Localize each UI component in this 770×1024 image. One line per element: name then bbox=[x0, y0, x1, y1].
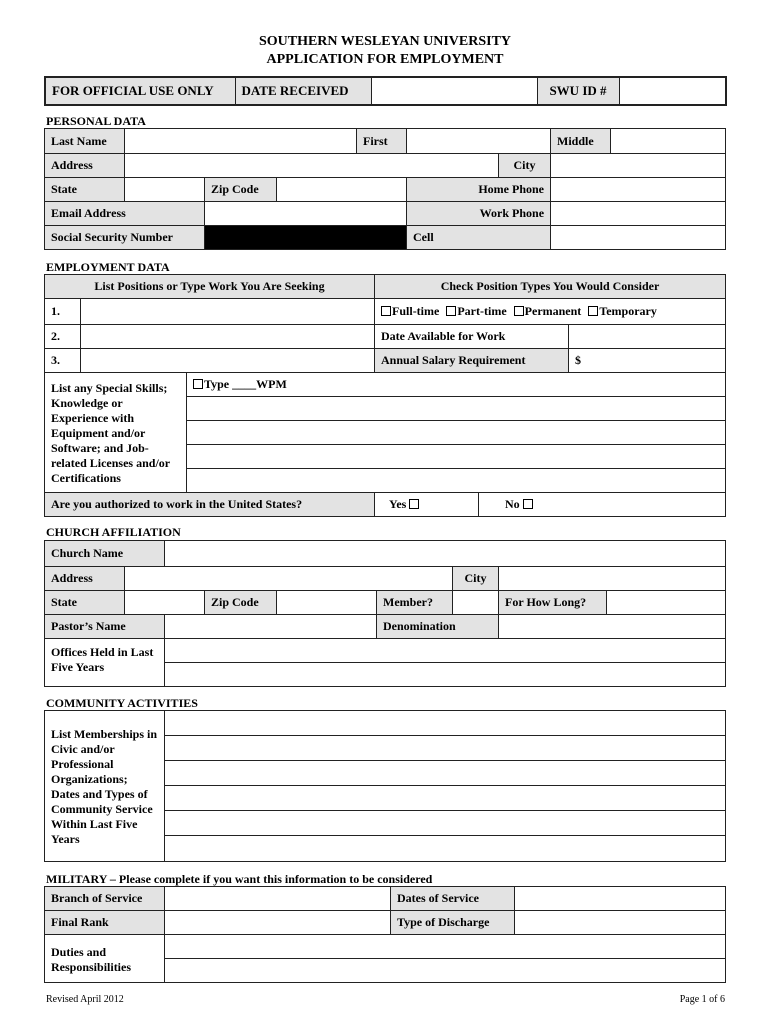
branch-label: Branch of Service bbox=[45, 887, 165, 911]
member-label: Member? bbox=[377, 591, 453, 615]
duties-label: Duties and Responsibilities bbox=[45, 935, 165, 983]
form-title: APPLICATION FOR EMPLOYMENT bbox=[266, 52, 504, 67]
community-line-field[interactable] bbox=[165, 761, 726, 786]
full-time-label: Full-time bbox=[392, 304, 440, 318]
skills-line-field[interactable] bbox=[187, 421, 726, 445]
community-line-field[interactable] bbox=[165, 711, 726, 736]
dates-of-service-field[interactable] bbox=[515, 887, 726, 911]
official-use-box bbox=[44, 76, 727, 106]
pastor-name-field[interactable] bbox=[165, 615, 377, 639]
position-row-number: 3. bbox=[45, 349, 81, 373]
position-1-field[interactable] bbox=[81, 299, 375, 325]
position-types-header: Check Position Types You Would Consider bbox=[375, 275, 726, 299]
middle-name-label: Middle bbox=[551, 129, 611, 154]
address-field[interactable] bbox=[125, 154, 499, 178]
last-name-field[interactable] bbox=[125, 129, 357, 154]
date-received-field[interactable] bbox=[371, 77, 537, 105]
church-state-field[interactable] bbox=[125, 591, 205, 615]
permanent-label: Permanent bbox=[524, 304, 582, 318]
city-label: City bbox=[499, 154, 551, 178]
state-field[interactable] bbox=[125, 178, 205, 202]
church-zip-field[interactable] bbox=[277, 591, 377, 615]
community-line-field[interactable] bbox=[165, 836, 726, 862]
full-time-checkbox[interactable] bbox=[381, 306, 391, 316]
offices-held-field[interactable] bbox=[165, 663, 726, 687]
church-name-label: Church Name bbox=[45, 541, 165, 567]
email-label: Email Address bbox=[45, 202, 205, 226]
position-2-field[interactable] bbox=[81, 325, 375, 349]
middle-name-field[interactable] bbox=[611, 129, 726, 154]
type-wpm-label: Type ____WPM bbox=[204, 377, 287, 391]
branch-field[interactable] bbox=[165, 887, 391, 911]
denomination-label: Denomination bbox=[377, 615, 499, 639]
home-phone-field[interactable] bbox=[551, 178, 726, 202]
zip-code-field[interactable] bbox=[277, 178, 407, 202]
type-wpm-row[interactable] bbox=[187, 373, 726, 397]
no-checkbox[interactable] bbox=[523, 499, 533, 509]
salary-label: Annual Salary Requirement bbox=[375, 349, 569, 373]
type-checkbox[interactable] bbox=[193, 379, 203, 389]
yes-checkbox[interactable] bbox=[409, 499, 419, 509]
address-label: Address bbox=[45, 154, 125, 178]
offices-held-field[interactable] bbox=[165, 639, 726, 663]
position-row-number: 2. bbox=[45, 325, 81, 349]
salary-field[interactable]: $ bbox=[569, 349, 726, 373]
no-label: No bbox=[505, 497, 520, 511]
church-address-field[interactable] bbox=[125, 567, 453, 591]
part-time-checkbox[interactable] bbox=[446, 306, 456, 316]
member-field[interactable] bbox=[453, 591, 499, 615]
church-affiliation-heading: CHURCH AFFILIATION bbox=[46, 525, 181, 539]
state-label: State bbox=[45, 178, 125, 202]
part-time-label: Part-time bbox=[457, 304, 507, 318]
community-activities-table bbox=[44, 710, 726, 862]
duties-field[interactable] bbox=[165, 959, 726, 983]
work-phone-label: Work Phone bbox=[407, 202, 551, 226]
official-use-label: FOR OFFICIAL USE ONLY bbox=[45, 77, 235, 105]
church-city-label: City bbox=[453, 567, 499, 591]
church-city-field[interactable] bbox=[499, 567, 726, 591]
yes-label: Yes bbox=[389, 497, 407, 511]
positions-header: List Positions or Type Work You Are Seeking bbox=[45, 275, 375, 299]
denomination-field[interactable] bbox=[499, 615, 726, 639]
how-long-label: For How Long? bbox=[499, 591, 607, 615]
church-address-label: Address bbox=[45, 567, 125, 591]
date-available-field[interactable] bbox=[569, 325, 726, 349]
personal-data-table bbox=[44, 128, 726, 250]
skills-line-field[interactable] bbox=[187, 397, 726, 421]
swu-id-label: SWU ID # bbox=[537, 77, 619, 105]
work-phone-field[interactable] bbox=[551, 202, 726, 226]
home-phone-label: Home Phone bbox=[407, 178, 551, 202]
date-received-label: DATE RECEIVED bbox=[235, 77, 371, 105]
cell-label: Cell bbox=[407, 226, 551, 250]
community-activities-heading: COMMUNITY ACTIVITIES bbox=[46, 696, 198, 710]
position-row-number: 1. bbox=[45, 299, 81, 325]
offices-held-label: Offices Held in Last Five Years bbox=[45, 639, 165, 687]
first-name-label: First bbox=[357, 129, 407, 154]
authorized-yes-option[interactable] bbox=[375, 493, 479, 517]
temporary-label: Temporary bbox=[599, 304, 657, 318]
how-long-field[interactable] bbox=[607, 591, 726, 615]
ssn-label: Social Security Number bbox=[45, 226, 205, 250]
work-authorization-label: Are you authorized to work in the United States? bbox=[45, 493, 375, 517]
dates-of-service-label: Dates of Service bbox=[391, 887, 515, 911]
pastor-name-label: Pastor’s Name bbox=[45, 615, 165, 639]
cell-field[interactable] bbox=[551, 226, 726, 250]
personal-data-heading: PERSONAL DATA bbox=[46, 114, 146, 128]
discharge-field[interactable] bbox=[515, 911, 726, 935]
university-name: SOUTHERN WESLEYAN UNIVERSITY bbox=[258, 34, 512, 49]
church-name-field[interactable] bbox=[165, 541, 726, 567]
community-line-field[interactable] bbox=[165, 811, 726, 836]
position-types-options bbox=[375, 299, 726, 325]
community-memberships-label: List Memberships in Civic and/or Professional Organizations; Dates and Types of Community Service Within Last Five Years bbox=[45, 711, 165, 862]
ssn-redacted-field bbox=[205, 226, 407, 250]
final-rank-label: Final Rank bbox=[45, 911, 165, 935]
discharge-label: Type of Discharge bbox=[391, 911, 515, 935]
permanent-checkbox[interactable] bbox=[514, 306, 524, 316]
skills-line-field[interactable] bbox=[187, 469, 726, 493]
last-name-label: Last Name bbox=[45, 129, 125, 154]
page-number: Page 1 of 6 bbox=[679, 994, 725, 1005]
military-table bbox=[44, 886, 726, 983]
duties-field[interactable] bbox=[165, 935, 726, 959]
date-available-label: Date Available for Work bbox=[375, 325, 569, 349]
zip-code-label: Zip Code bbox=[205, 178, 277, 202]
military-heading: MILITARY – Please complete if you want this information to be considered bbox=[46, 872, 433, 886]
employment-data-heading: EMPLOYMENT DATA bbox=[46, 260, 170, 274]
community-line-field[interactable] bbox=[165, 736, 726, 761]
church-zip-label: Zip Code bbox=[205, 591, 277, 615]
revision-note: Revised April 2012 bbox=[46, 994, 124, 1005]
authorized-no-option[interactable] bbox=[479, 493, 726, 517]
skills-line-field[interactable] bbox=[187, 445, 726, 469]
final-rank-field[interactable] bbox=[165, 911, 391, 935]
employment-data-table bbox=[44, 274, 726, 517]
church-state-label: State bbox=[45, 591, 125, 615]
swu-id-field[interactable] bbox=[619, 77, 726, 105]
position-3-field[interactable] bbox=[81, 349, 375, 373]
email-field[interactable] bbox=[205, 202, 407, 226]
first-name-field[interactable] bbox=[407, 129, 551, 154]
church-affiliation-table bbox=[44, 540, 726, 687]
temporary-checkbox[interactable] bbox=[588, 306, 598, 316]
special-skills-label: List any Special Skills; Knowledge or Experience with Equipment and/or Software; and Job-related Licenses and/or Certifications bbox=[45, 373, 187, 493]
city-field[interactable] bbox=[551, 154, 726, 178]
community-line-field[interactable] bbox=[165, 786, 726, 811]
